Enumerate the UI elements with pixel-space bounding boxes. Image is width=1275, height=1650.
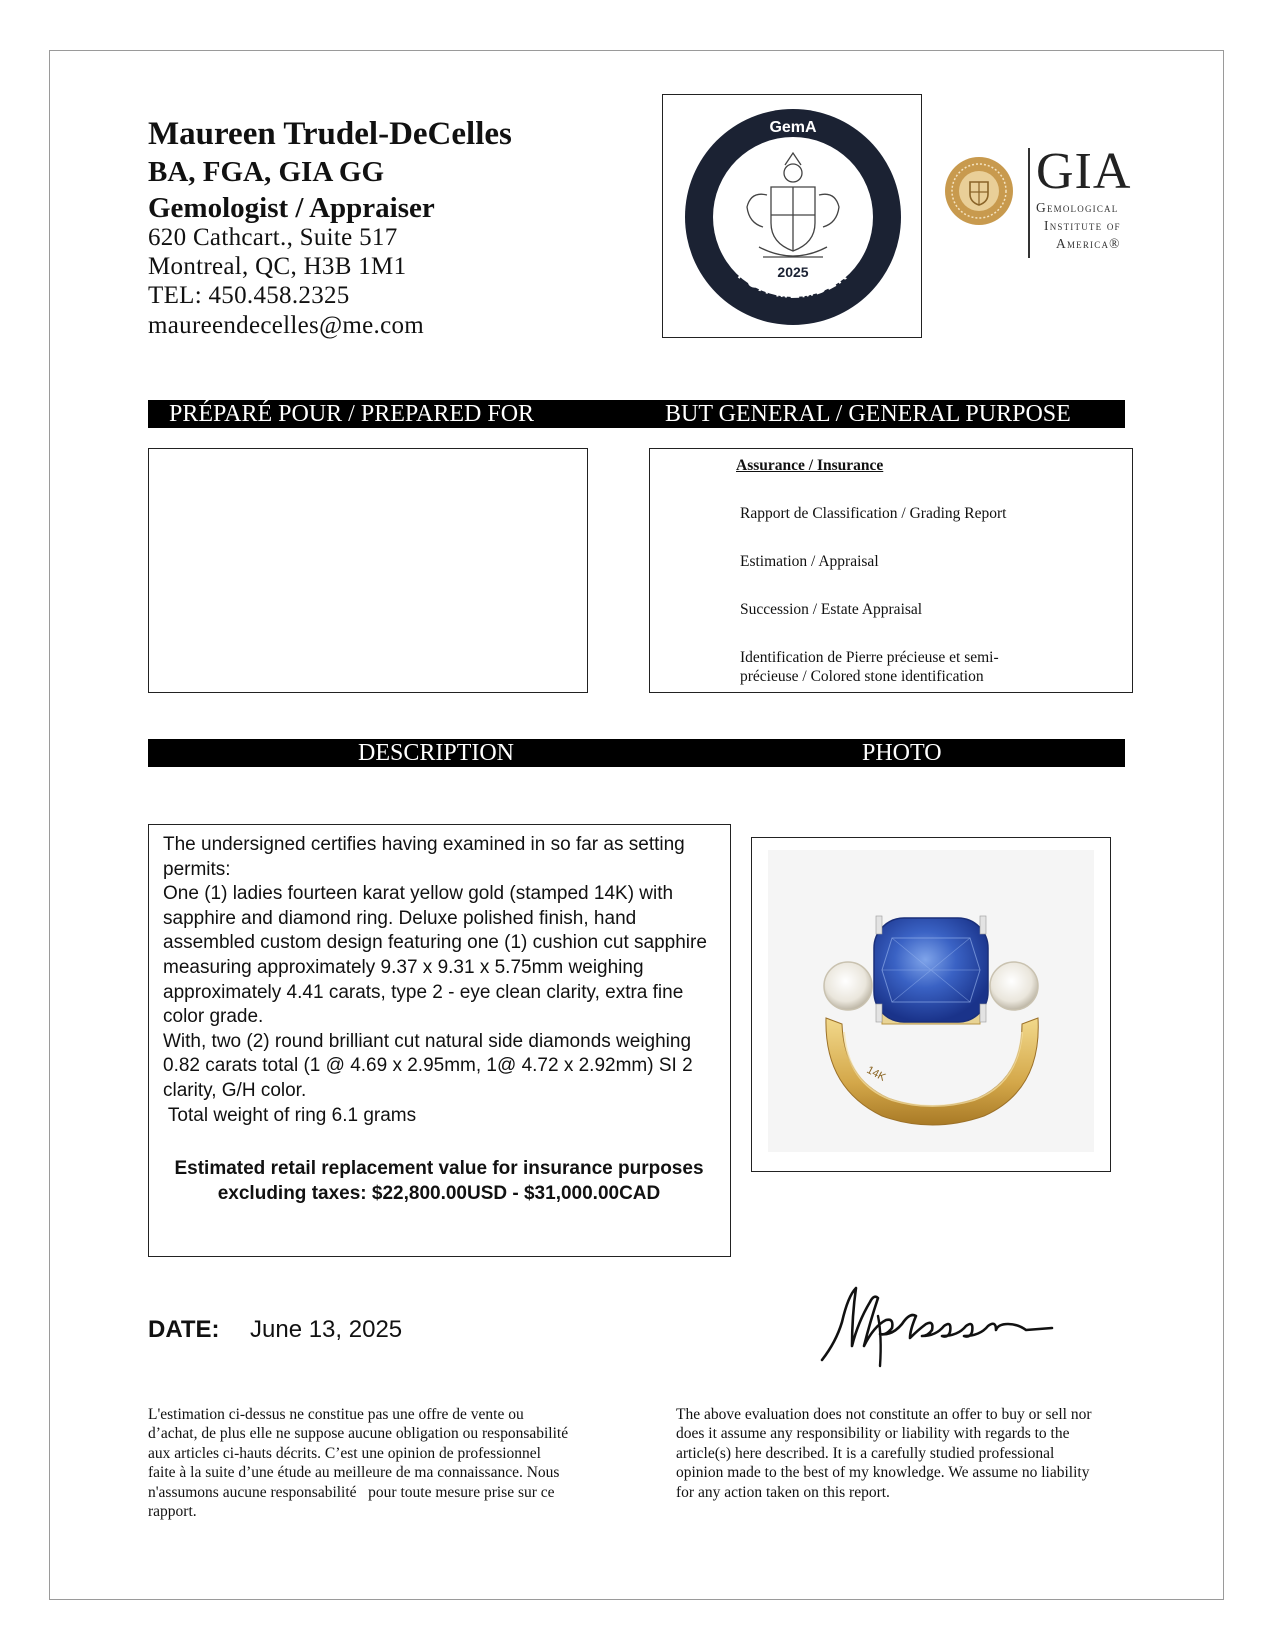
prepared-for-box	[148, 448, 588, 693]
ring-stamp: 14K	[864, 1064, 888, 1084]
side-diamond-right	[990, 962, 1038, 1010]
photo-heading: PHOTO	[862, 740, 942, 766]
fga-member-badge	[662, 94, 922, 338]
appraiser-name: Maureen Trudel-DeCelles	[148, 116, 512, 152]
disclaimer-en	[676, 1405, 1136, 1502]
disclaimer-fr-line: aux articles ci-hauts décrits. C’est une opinion de professionnel	[148, 1444, 541, 1462]
gema-label: GemA	[769, 119, 817, 136]
address-line-2: Montreal, QC, H3B 1M1	[148, 253, 407, 280]
appraiser-role: Gemologist / Appraiser	[148, 192, 435, 224]
badge-year: 2025	[777, 264, 809, 280]
fga-member-text: FGA MEMBER	[734, 266, 852, 303]
appraiser-credentials: BA, FGA, GIA GG	[148, 156, 385, 188]
disclaimer-en-line: does it assume any responsibility or liability with regards to the	[676, 1425, 1070, 1443]
purpose-stone-identification: Identification de Pierre précieuse et semi-	[740, 649, 999, 666]
disclaimer-en-line: The above evaluation does not constitute an offer to buy or sell nor	[676, 1406, 1092, 1423]
description-body: One (1) ladies fourteen karat yellow gold (stamped 14K) with sapphire and diamond ring. Deluxe polished finish, hand assembled custom design featuring one (1) cushion cut sapphire measuring approximately 9.37 x 9.31 x 5.75mm weighing approximately 4.41 carats, type 2 - eye clean clarity, extra fine color grade.	[163, 883, 707, 1028]
gia-divider	[1028, 148, 1030, 258]
purpose-appraisal: Estimation / Appraisal	[740, 553, 879, 570]
purpose-stone-identification-2: précieuse / Colored stone identification	[740, 668, 984, 685]
description-side-stones: With, two (2) round brilliant cut natural side diamonds weighing 0.82 carats total (1 @ 4.69 x 2.95mm, 1@ 4.72 x 2.92mm) SI 2 clarity, G/H color.	[163, 1030, 693, 1101]
disclaimer-en-line: article(s) here described. It is a carefully studied professional	[676, 1444, 1055, 1462]
general-purpose-box	[649, 448, 1133, 693]
disclaimer-fr-line: L'estimation ci-dessus ne constitue pas une offre de vente ou	[148, 1406, 524, 1423]
email: maureendecelles@me.com	[148, 312, 425, 339]
disclaimer-fr-line: d’achat, de plus elle ne suppose aucune obligation ou responsabilité	[148, 1425, 569, 1443]
date-label: DATE:	[148, 1316, 220, 1343]
gia-subtitle-2: Institute of	[1044, 218, 1121, 233]
side-diamond-left	[824, 962, 872, 1010]
disclaimer-fr-line: n'assumons aucune responsabilité pour toute mesure prise sur ce	[148, 1483, 555, 1501]
gia-subtitle-3: America®	[1056, 236, 1121, 251]
date-value: June 13, 2025	[250, 1316, 403, 1343]
gia-subtitle-1: Gemological	[1036, 200, 1119, 215]
disclaimer-fr-line: faite à la suite d’une étude au meilleure de ma connaissance. Nous	[148, 1464, 560, 1482]
prepared-for-heading: PRÉPARÉ POUR / PREPARED FOR	[169, 401, 535, 427]
gia-seal-icon	[944, 156, 1014, 226]
prepared-purpose-bar	[148, 400, 1125, 428]
description-text	[163, 833, 723, 1128]
general-purpose-heading: BUT GENERAL / GENERAL PURPOSE	[665, 401, 1071, 427]
signature	[812, 1276, 1072, 1372]
description-heading: DESCRIPTION	[358, 740, 515, 766]
description-box	[148, 824, 731, 1257]
address-line-1: 620 Cathcart., Suite 517	[148, 224, 398, 251]
ring-photo	[752, 838, 1109, 1170]
disclaimer-fr-line: rapport.	[148, 1503, 197, 1521]
gia-wordmark: GIA	[1036, 143, 1132, 200]
estimated-value: Estimated retail replacement value for insurance purposes excluding taxes: $22,800.00USD - $31,000.00CAD	[174, 1158, 704, 1204]
description-weight: Total weight of ring 6.1 grams	[163, 1104, 417, 1126]
disclaimer-en-line: for any action taken on this report.	[676, 1483, 890, 1501]
purpose-estate-appraisal: Succession / Estate Appraisal	[740, 601, 923, 618]
gia-logo	[944, 143, 1144, 256]
disclaimer-fr	[148, 1405, 618, 1521]
purpose-grading-report: Rapport de Classification / Grading Report	[740, 505, 1007, 522]
phone: TEL: 450.458.2325	[148, 282, 350, 309]
description-intro: The undersigned certifies having examined in so far as setting permits:	[163, 834, 685, 880]
purpose-insurance: Assurance / Insurance	[736, 457, 884, 474]
description-photo-bar	[148, 739, 1125, 767]
photo-box	[751, 837, 1111, 1172]
disclaimer-en-line: opinion made to the best of my knowledge. We assume no liability	[676, 1464, 1090, 1482]
